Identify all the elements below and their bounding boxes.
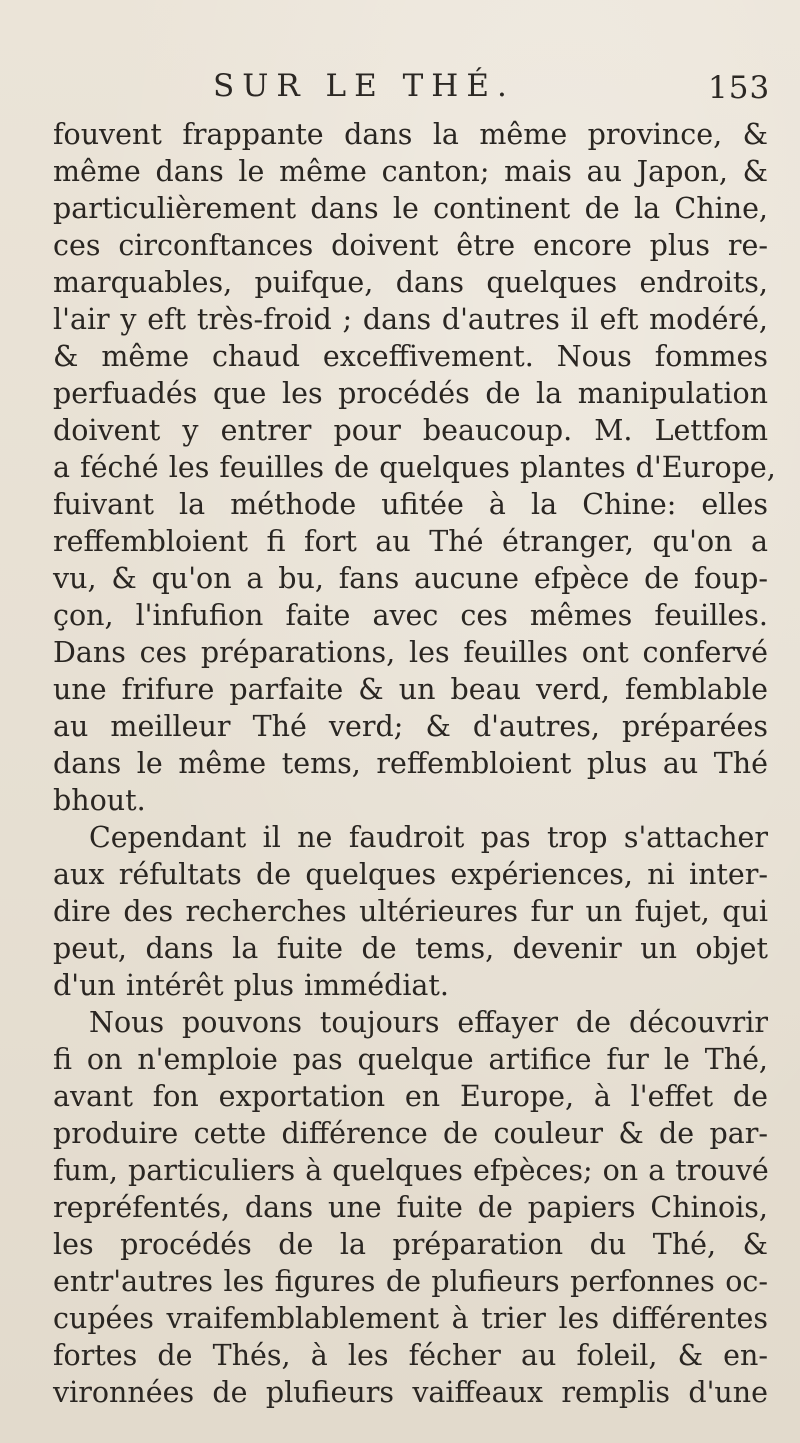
body-text bbox=[53, 116, 776, 1411]
text-line: l'air y eft très-froid ; dans d'autres il eft modéré, bbox=[53, 303, 768, 336]
text-line: d'un intérêt plus immédiat. bbox=[53, 969, 449, 1002]
text-line: peut, dans la fuite de tems, devenir un objet bbox=[53, 932, 768, 965]
text-line: dire des recherches ultérieures fur un fujet, qui bbox=[53, 895, 768, 928]
text-line: çon, l'infufion faite avec ces mêmes feuilles. bbox=[53, 599, 768, 632]
page-header bbox=[0, 68, 800, 108]
text-line: doivent y entrer pour beaucoup. M. Lettfom bbox=[53, 414, 768, 447]
text-line: fortes de Thés, à les fécher au foleil, & en- bbox=[53, 1339, 768, 1372]
text-line: & même chaud exceffivement. Nous fommes bbox=[53, 340, 768, 373]
text-line: fuivant la méthode ufitée à la Chine: elles bbox=[53, 488, 768, 521]
text-line: dans le même tems, reffembloient plus au Thé bbox=[53, 747, 768, 780]
text-line: les procédés de la préparation du Thé, & bbox=[53, 1228, 768, 1261]
text-line: repréfentés, dans une fuite de papiers Chinois, bbox=[53, 1191, 768, 1224]
text-line: même dans le même canton; mais au Japon, & bbox=[53, 155, 768, 188]
text-line: cupées vraifemblablement à trier les différentes bbox=[53, 1302, 768, 1335]
page-number: 153 bbox=[708, 70, 771, 106]
text-line: fum, particuliers à quelques efpèces; on a trouvé bbox=[53, 1154, 769, 1187]
text-line: Dans ces préparations, les feuilles ont confervé bbox=[53, 636, 768, 669]
text-line: a féché les feuilles de quelques plantes d'Europe, bbox=[53, 451, 776, 484]
text-line: une frifure parfaite & un beau verd, femblable bbox=[53, 673, 768, 706]
text-line: avant fon exportation en Europe, à l'effet de bbox=[53, 1080, 768, 1113]
running-head: SUR LE THÉ. bbox=[213, 68, 515, 104]
text-line: particulièrement dans le continent de la Chine, bbox=[53, 192, 768, 225]
text-line: fi on n'emploie pas quelque artifice fur le Thé, bbox=[53, 1043, 768, 1076]
text-line: marquables, puifque, dans quelques endroits, bbox=[53, 266, 768, 299]
text-line: fouvent frappante dans la même province, & bbox=[53, 118, 768, 151]
text-line: aux réfultats de quelques expériences, ni inter- bbox=[53, 858, 768, 891]
text-line: ces circonftances doivent être encore plus re- bbox=[53, 229, 768, 262]
text-line: entr'autres les figures de plufieurs perfonnes oc- bbox=[53, 1265, 768, 1298]
text-line: produire cette différence de couleur & de par- bbox=[53, 1117, 768, 1150]
text-line: vironnées de plufieurs vaiffeaux remplis d'une bbox=[53, 1376, 768, 1409]
text-line: Nous pouvons toujours effayer de découvrir bbox=[89, 1006, 768, 1039]
text-line: bhout. bbox=[53, 784, 146, 817]
text-line: vu, & qu'on a bu, fans aucune efpèce de foup- bbox=[53, 562, 768, 595]
text-line: Cependant il ne faudroit pas trop s'attacher bbox=[89, 821, 768, 854]
text-line: perfuadés que les procédés de la manipulation bbox=[53, 377, 768, 410]
text-line: au meilleur Thé verd; & d'autres, préparées bbox=[53, 710, 768, 743]
text-line: reffembloient fi fort au Thé étranger, qu'on a bbox=[53, 525, 768, 558]
